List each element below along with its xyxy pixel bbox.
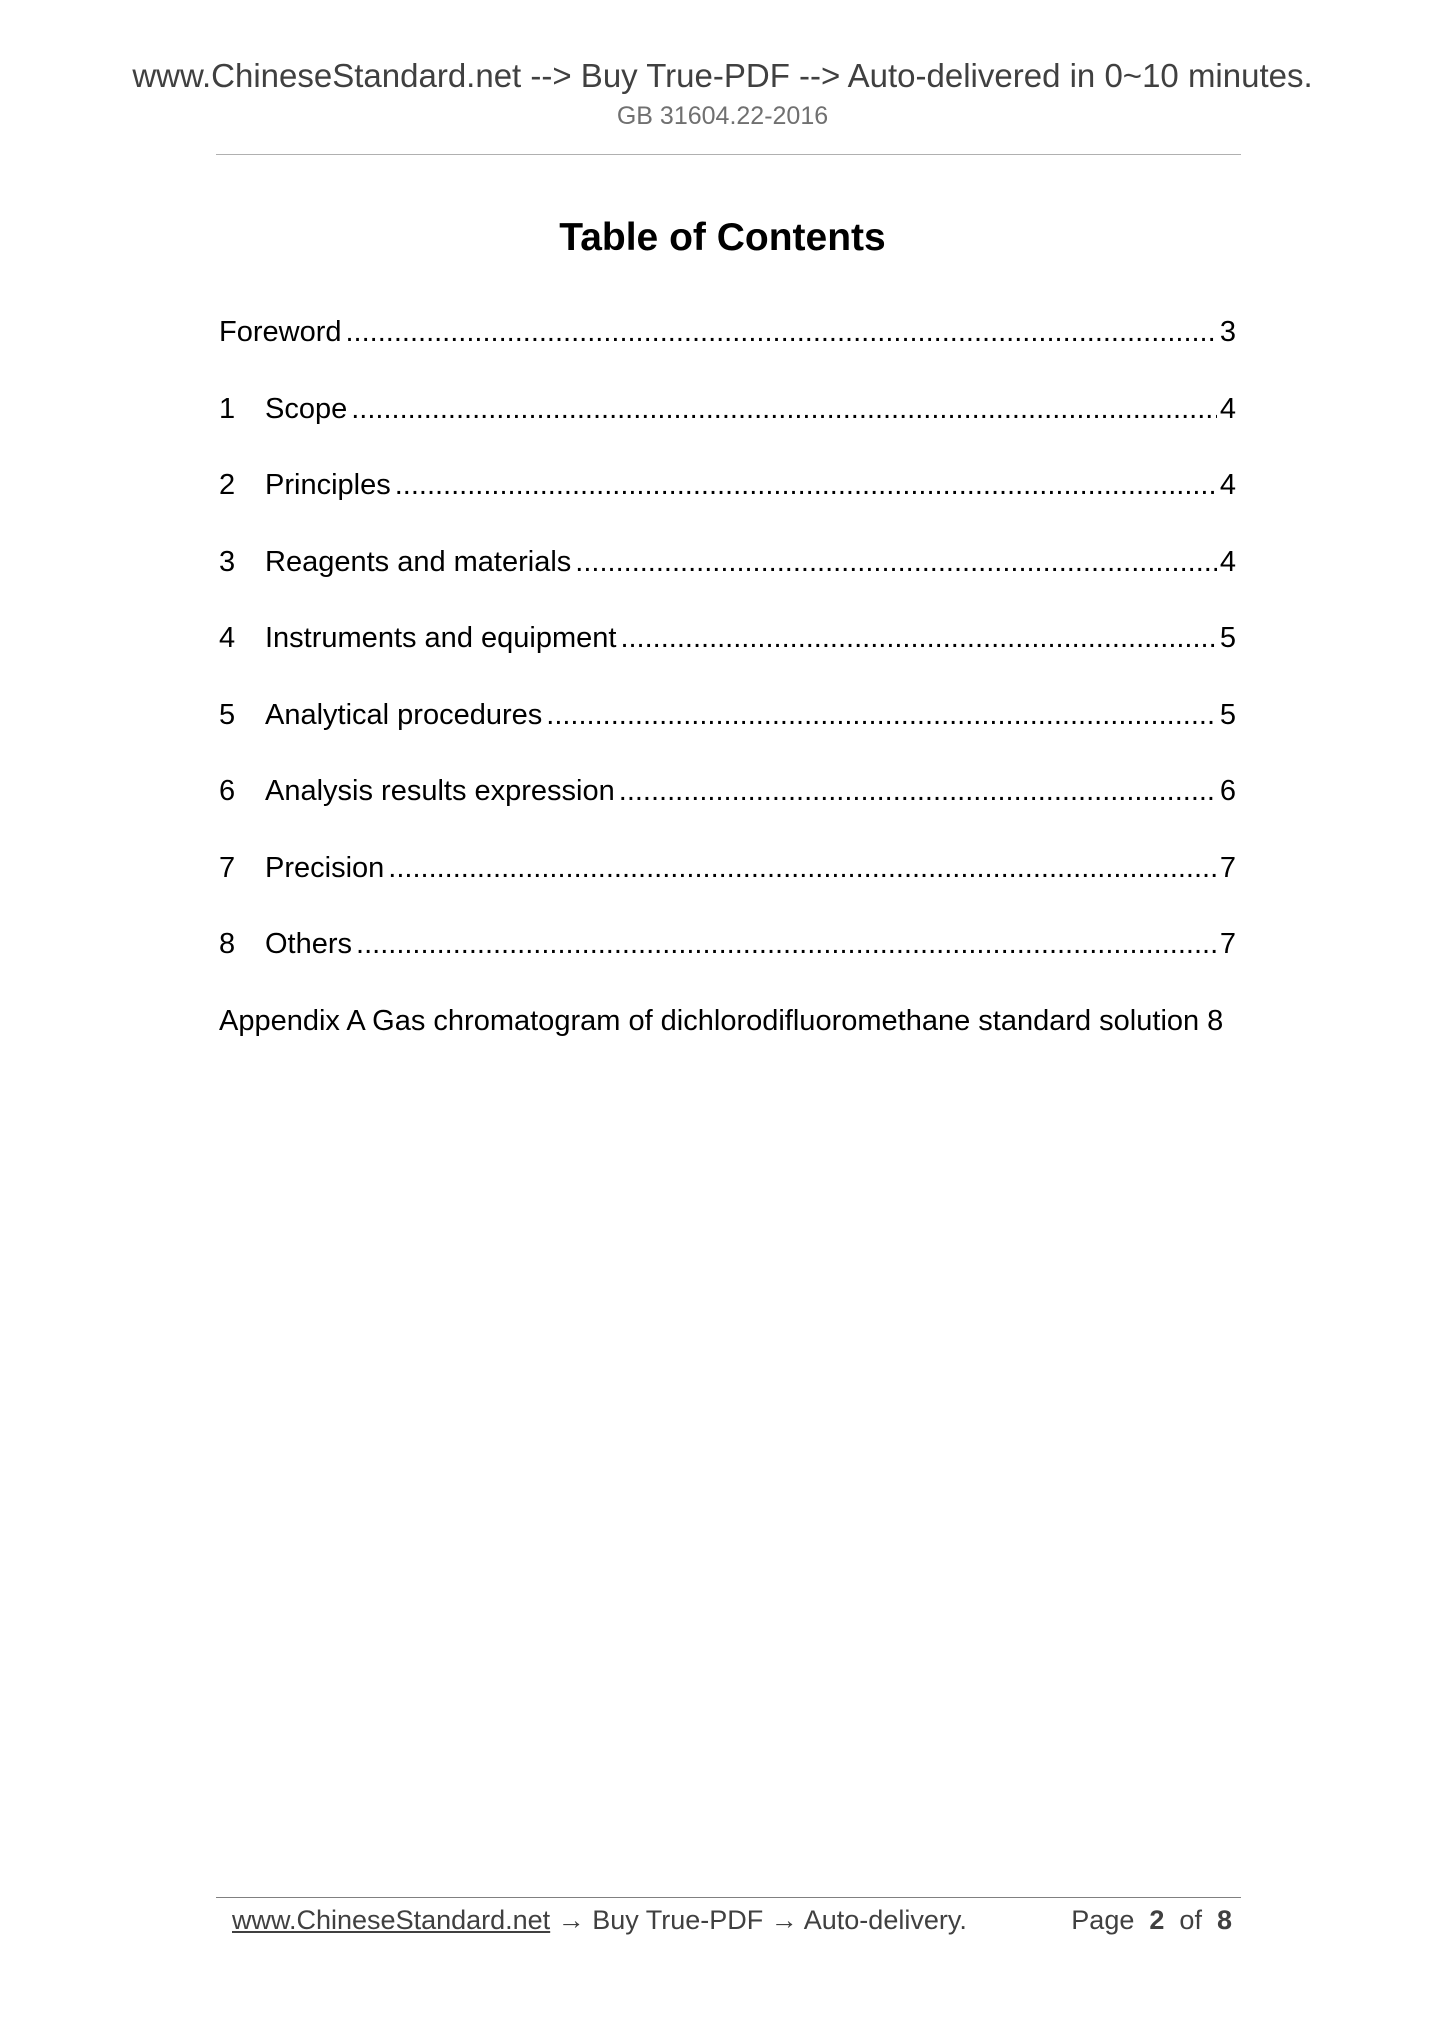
page-indicator (1071, 1902, 1232, 1938)
footer-site-link[interactable]: www.ChineseStandard.net (232, 1905, 551, 1935)
toc-leader-dots (620, 618, 1216, 658)
page-header (0, 56, 1445, 132)
toc-entry-others[interactable] (219, 924, 1236, 1001)
toc-leader-dots (575, 542, 1217, 582)
toc-page-number: 7 (1219, 928, 1236, 960)
toc-entry-instruments[interactable] (219, 618, 1236, 695)
toc-label: Analysis results expression (265, 775, 615, 807)
toc-number: 5 (219, 698, 236, 731)
toc-leader-dots (546, 695, 1217, 735)
toc-label: Appendix A Gas chromatogram of dichlorodifluoromethane standard solution (219, 1004, 1200, 1037)
of-word: of (1179, 1905, 1202, 1935)
toc-page-number: 4 (1219, 545, 1236, 578)
header-divider (216, 154, 1241, 155)
toc-label: Precision (265, 851, 385, 884)
standard-number: GB 31604.22-2016 (616, 102, 829, 130)
toc-entry-reagents[interactable] (219, 542, 1236, 619)
toc-number: 6 (219, 775, 236, 807)
total-pages-number: 8 (1216, 1905, 1232, 1935)
arrow-right-icon: → (550, 1905, 593, 1935)
toc-leader-dots (619, 771, 1217, 811)
toc-page-number: 3 (1219, 316, 1236, 348)
toc-leader-dots (351, 389, 1217, 429)
toc-leader-dots (388, 848, 1217, 888)
toc-number: 7 (219, 851, 236, 884)
toc-label: Reagents and materials (265, 545, 572, 578)
footer-divider (216, 1897, 1241, 1898)
toc-number: 4 (219, 622, 236, 654)
toc-label: Analytical procedures (265, 698, 543, 731)
toc-leader-dots (346, 312, 1217, 352)
footer-buy-text: Buy True-PDF (592, 1905, 764, 1935)
toc-page-number: 7 (1219, 851, 1236, 884)
toc-number: 8 (219, 928, 236, 960)
toc-entry-results[interactable] (219, 771, 1236, 848)
toc-entry-procedures[interactable] (219, 695, 1236, 772)
toc-label: Instruments and equipment (265, 622, 617, 654)
toc-entry-appendix-a[interactable] (219, 1001, 1236, 1078)
toc-entry-precision[interactable] (219, 848, 1236, 925)
toc-entry-foreword[interactable] (219, 312, 1236, 389)
toc-leader-dots (356, 924, 1217, 964)
toc-page-number: 8 (1207, 1004, 1224, 1037)
toc-label: Principles (265, 469, 391, 501)
toc-label: Foreword (219, 316, 342, 348)
toc-entry-principles[interactable] (219, 465, 1236, 542)
footer-promo (232, 1902, 967, 1938)
toc-page-number: 4 (1219, 469, 1236, 501)
toc-page-number: 5 (1219, 622, 1236, 654)
page-word: Page (1071, 1905, 1135, 1935)
toc-label: Scope (265, 392, 348, 425)
toc-number: 3 (219, 545, 236, 578)
toc-entry-scope[interactable] (219, 389, 1236, 466)
arrow-right-icon: → (763, 1905, 804, 1935)
toc-number: 2 (219, 469, 236, 501)
current-page-number: 2 (1149, 1905, 1165, 1935)
toc-list (219, 312, 1236, 1077)
page-footer (232, 1902, 1232, 1938)
footer-delivery-text: Auto-delivery. (803, 1905, 967, 1935)
toc-page-number: 6 (1219, 775, 1236, 807)
toc-title: Table of Contents (559, 216, 886, 259)
toc-label: Others (265, 928, 353, 960)
toc-page-number: 5 (1219, 698, 1236, 731)
header-banner: www.ChineseStandard.net --> Buy True-PDF --> Auto-delivered in 0~10 minutes. (132, 57, 1313, 94)
toc-page-number: 4 (1219, 392, 1236, 425)
toc-number: 1 (219, 392, 236, 425)
toc-leader-dots (395, 465, 1217, 505)
